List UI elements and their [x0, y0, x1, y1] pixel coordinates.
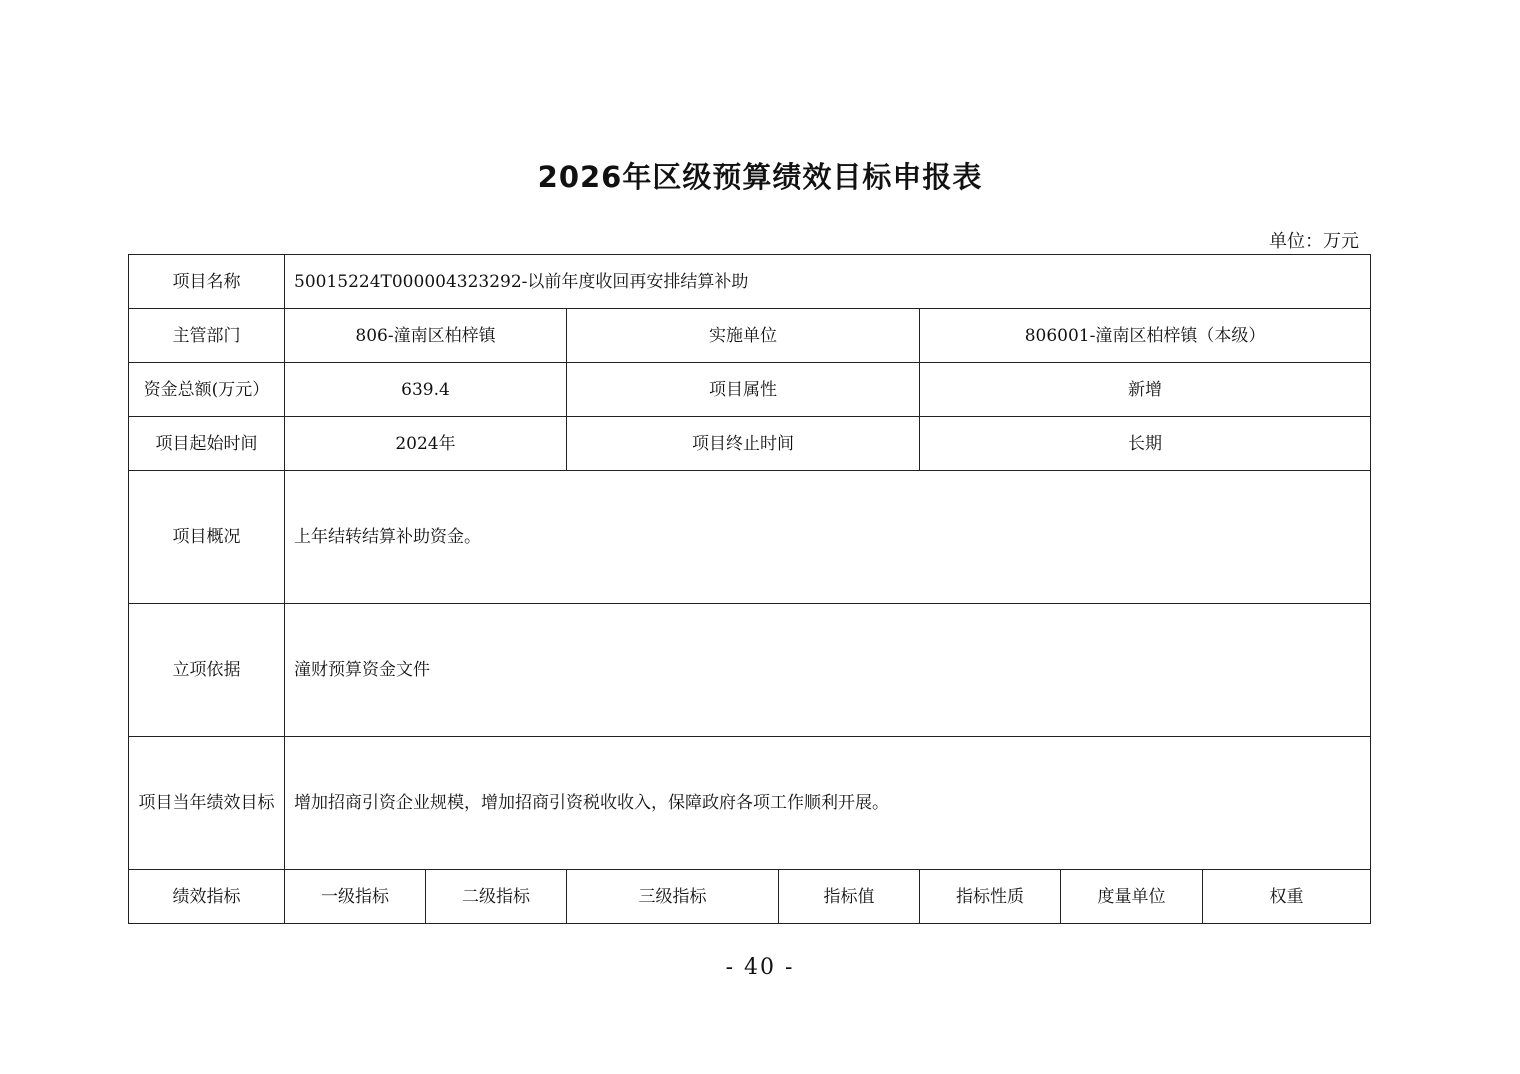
- performance-goal-table: [128, 254, 1371, 924]
- basis-value: 潼财预算资金文件: [285, 604, 1371, 737]
- indicator-column-header: 一级指标: [285, 870, 426, 924]
- total-funds-label: 资金总额(万元）: [129, 363, 285, 417]
- basis-label: 立项依据: [129, 604, 285, 737]
- end-time-value: 长期: [920, 417, 1371, 471]
- indicator-header-row: [129, 870, 1371, 924]
- indicator-column-header: 二级指标: [426, 870, 567, 924]
- page-number: - 40 -: [725, 955, 795, 980]
- table-row: [129, 604, 1371, 737]
- end-time-label: 项目终止时间: [567, 417, 920, 471]
- table-row: [129, 309, 1371, 363]
- table-row: [129, 471, 1371, 604]
- indicator-column-header: 指标值: [779, 870, 920, 924]
- project-attribute-value: 新增: [920, 363, 1371, 417]
- unit-label: 单位：万元: [1269, 231, 1359, 252]
- table-row: [129, 417, 1371, 471]
- project-attribute-label: 项目属性: [567, 363, 920, 417]
- project-name-value: 50015224T000004323292-以前年度收回再安排结算补助: [285, 255, 1371, 309]
- indicator-column-header: 三级指标: [567, 870, 779, 924]
- table-row: [129, 737, 1371, 870]
- indicator-label: 绩效指标: [129, 870, 285, 924]
- implementing-unit-value: 806001-潼南区柏梓镇（本级）: [920, 309, 1371, 363]
- annual-goal-value: 增加招商引资企业规模，增加招商引资税收收入，保障政府各项工作顺利开展。: [285, 737, 1371, 870]
- table-row: [129, 363, 1371, 417]
- department-label: 主管部门: [129, 309, 285, 363]
- project-name-label: 项目名称: [129, 255, 285, 309]
- table-row: [129, 255, 1371, 309]
- total-funds-value: 639.4: [285, 363, 567, 417]
- annual-goal-label: 项目当年绩效目标: [129, 737, 285, 870]
- overview-label: 项目概况: [129, 471, 285, 604]
- overview-value: 上年结转结算补助资金。: [285, 471, 1371, 604]
- start-time-value: 2024年: [285, 417, 567, 471]
- department-value: 806-潼南区柏梓镇: [285, 309, 567, 363]
- indicator-column-header: 度量单位: [1061, 870, 1203, 924]
- implementing-unit-label: 实施单位: [567, 309, 920, 363]
- start-time-label: 项目起始时间: [129, 417, 285, 471]
- document-title: 2026年区级预算绩效目标申报表: [537, 160, 983, 194]
- indicator-column-header: 指标性质: [920, 870, 1061, 924]
- indicator-column-header: 权重: [1203, 870, 1371, 924]
